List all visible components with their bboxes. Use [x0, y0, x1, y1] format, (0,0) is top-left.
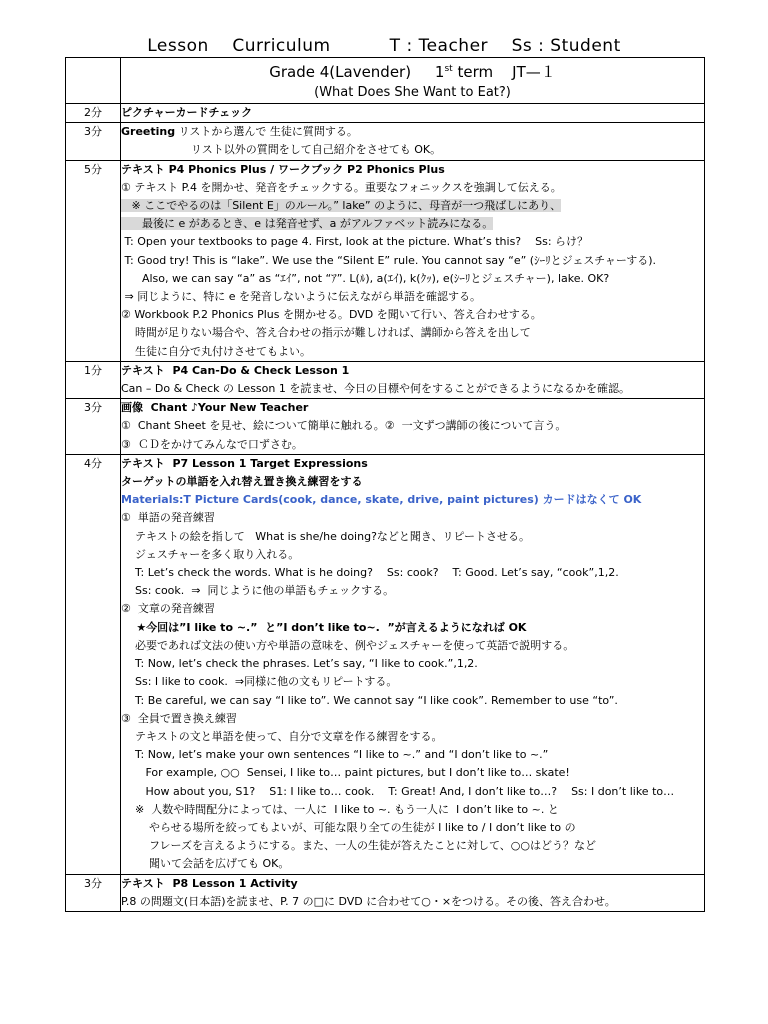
content-line — [121, 380, 704, 398]
line-text: ※ ここでやるのは「Silent E」のルール。” lake” のように、母音が一つ飛ばしにあり、 — [121, 199, 562, 213]
content-line — [121, 324, 704, 342]
content-line — [121, 161, 704, 179]
content-line — [121, 746, 704, 764]
line-text: ★今回は”I like to ~.” と”I don’t like to~. ”が言えるようになれば OK — [121, 620, 527, 634]
line-text: How about you, S1? S1: I like to… cook. T: Great! And, I don’t like to…? Ss: I don’t like to… — [121, 784, 675, 798]
content-line — [121, 288, 704, 306]
header-time-cell — [66, 58, 121, 104]
content-line — [121, 141, 704, 159]
content-line — [121, 893, 704, 911]
time-cell: 1分 — [66, 361, 121, 398]
content-cell — [121, 123, 705, 160]
line-text: ① Chant Sheet を見せ、絵について簡単に触れる。② 一文ずつ講師の後について言う。 — [121, 419, 567, 433]
content-cell — [121, 361, 705, 398]
line-text: ① テキスト P.4 を開かせ、発音をチェックする。重要なフォニックスを強調して伝える。 — [121, 180, 562, 194]
line-text: For example, ○○ Sensei, I like to… paint pictures, but I don’t like to… skate! — [121, 766, 570, 780]
content-line — [121, 582, 704, 600]
content-line — [121, 509, 704, 527]
curriculum-table — [65, 57, 705, 912]
line-text: Greeting — [121, 125, 176, 139]
line-text: ③ ＣＤをかけてみんなで口ずさむ。 — [121, 437, 303, 451]
line-text: Ss: cook. ⇒ 同じように他の単語もチェックする。 — [121, 584, 395, 598]
line-text: テキスト P7 Lesson 1 Target Expressions — [121, 456, 368, 470]
line-text: Can – Do & Check の Lesson 1 を読ませ、今日の目標や何をすることができるようになるかを確認。 — [121, 382, 631, 396]
content-line — [121, 436, 704, 454]
content-line — [121, 343, 704, 361]
content-line — [121, 473, 704, 491]
content-line — [121, 197, 704, 215]
table-row — [66, 361, 705, 398]
content-cell — [121, 104, 705, 123]
line-text: テキストの文と単語を使って、自分で文章を作る練習をする。 — [121, 729, 443, 743]
line-text: やらせる場所を絞ってもよいが、可能な限り全ての生徒が I like to / I don’t like to の — [121, 820, 576, 834]
content-cell — [121, 874, 705, 911]
content-line — [121, 819, 704, 837]
content-line — [121, 801, 704, 819]
content-line — [121, 123, 704, 141]
line-text: 画像 Chant ♪Your New Teacher — [121, 401, 309, 415]
grade-prefix: Grade 4(Lavender) 1 — [269, 63, 445, 81]
content-line — [121, 728, 704, 746]
line-text: ターゲットの単語を入れ替え置き換え練習をする — [121, 475, 363, 489]
line-text: T: Open your textbooks to page 4. First, look at the picture. What’s this? Ss: らけ？ — [121, 235, 589, 249]
line-text: フレーズを言えるようにする。また、一人の生徒が答えたことに対して、○○はどう？など — [121, 839, 596, 853]
content-line — [121, 306, 704, 324]
line-text: テキスト P4 Can-Do & Check Lesson 1 — [121, 363, 350, 377]
line-text: T: Now, let’s make your own sentences “I like to ~.” and “I don’t like to ~.” — [121, 748, 549, 762]
page-title: Lesson Curriculum T : Teacher Ss : Student — [147, 36, 621, 56]
line-text: ② Workbook P.2 Phonics Plus を開かせる。DVD を聞いて行い、答え合わせする。 — [121, 308, 542, 322]
content-line — [121, 362, 704, 380]
content-line — [121, 546, 704, 564]
time-cell: 5分 — [66, 160, 121, 361]
line-text: Also, we can say “a” as “ｴｲ”, not “ｱ”. L(ﾙ), a(ｴｲ), k(ｸｯ), e(ｼｰﾘとジェスチャー), lake. OK? — [121, 271, 610, 285]
content-line — [121, 215, 704, 233]
time-cell: 3分 — [66, 399, 121, 455]
line-text-rest: リストから選んで 生徒に質問する。 — [175, 125, 358, 139]
grade-suffix: term JT—１ — [452, 63, 556, 81]
line-text: 最後に e があるとき、e は発音せず、a がアルファベット読みになる。 — [121, 217, 494, 231]
content-line — [121, 655, 704, 673]
line-text: ② 文章の発音練習 — [121, 602, 215, 616]
header-content-cell — [121, 58, 705, 104]
content-line — [121, 783, 704, 801]
content-line — [121, 491, 704, 509]
table-header-row — [66, 58, 705, 104]
line-text: ※ 人数や時間配分によっては、一人に I like to ~. もう一人に I don’t like to ~. と — [121, 802, 559, 816]
line-text: テキストの絵を指して What is she/he doing?などと聞き、リピートさせる。 — [121, 529, 531, 543]
content-line — [121, 564, 704, 582]
lesson-subtitle: (What Does She Want to Eat?) — [314, 85, 511, 100]
table-row — [66, 399, 705, 455]
line-text: T: Be careful, we can say “I like to”. We cannot say “I like cook”. Remember to use “to”. — [121, 693, 618, 707]
content-line — [121, 399, 704, 417]
grade-superscript: st — [444, 64, 453, 74]
line-text: 必要であれば文法の使い方や単語の意味を、例やジェスチャーを使って英語で説明する。 — [121, 638, 575, 652]
time-cell: 3分 — [66, 874, 121, 911]
content-line — [121, 455, 704, 473]
content-line — [121, 637, 704, 655]
content-line — [121, 875, 704, 893]
line-text: ジェスチャーを多く取り入れる。 — [121, 547, 300, 561]
table-row — [66, 123, 705, 160]
content-line — [121, 233, 704, 251]
line-text: P.8 の問題文(日本語)を読ませ、P. 7 の□に DVD に合わせて○・×をつける。その後、答え合わせ。 — [121, 894, 616, 908]
content-line — [121, 710, 704, 728]
content-line — [121, 252, 704, 270]
table-row — [66, 454, 705, 874]
table-row — [66, 160, 705, 361]
content-cell — [121, 160, 705, 361]
content-line — [121, 104, 704, 122]
content-line — [121, 619, 704, 637]
content-line — [121, 528, 704, 546]
content-line — [121, 837, 704, 855]
curriculum-table-body — [66, 58, 705, 912]
line-text: ⇒ 同じように、特に e を発音しないように伝えながら単語を確認する。 — [121, 290, 481, 304]
line-text: 生徒に自分で丸付けさせてもよい。 — [121, 344, 311, 358]
content-line — [121, 179, 704, 197]
content-line — [121, 417, 704, 435]
line-text: テキスト P4 Phonics Plus / ワークブック P2 Phonics Plus — [121, 162, 445, 176]
content-cell — [121, 399, 705, 455]
line-text: ピクチャーカードチェック — [121, 106, 253, 119]
grade-title — [121, 58, 704, 83]
content-line — [121, 764, 704, 782]
line-text: T: Good try! This is “lake”. We use the “Silent E” rule. You cannot say “e” (ｼｰﾘとジェスチャーする). — [121, 253, 657, 267]
time-cell: 2分 — [66, 104, 121, 123]
content-line — [121, 270, 704, 288]
time-cell: 3分 — [66, 123, 121, 160]
content-line — [121, 692, 704, 710]
content-cell — [121, 454, 705, 874]
table-row — [66, 874, 705, 911]
line-text: Materials:T Picture Cards(cook, dance, skate, drive, paint pictures) カードはなくて OK — [121, 493, 642, 507]
content-line — [121, 855, 704, 873]
line-text: 聞いて会話を広げても OK。 — [121, 857, 290, 871]
line-text: テキスト P8 Lesson 1 Activity — [121, 876, 298, 890]
line-text: T: Let’s check the words. What is he doing? Ss: cook? T: Good. Let’s say, “cook”,1,2. — [121, 566, 619, 580]
line-text: ① 単語の発音練習 — [121, 511, 215, 525]
line-text: ③ 全員で置き換え練習 — [121, 711, 237, 725]
table-row — [66, 104, 705, 123]
time-cell: 4分 — [66, 454, 121, 874]
line-text: リスト以外の質問をして自己紹介をさせても OK。 — [121, 143, 442, 157]
content-line — [121, 600, 704, 618]
line-text: 時間が足りない場合や、答え合わせの指示が難しければ、講師から答えを出して — [121, 326, 531, 340]
line-text: Ss: I like to cook. ⇒同様に他の文もリピートする。 — [121, 675, 398, 689]
content-line — [121, 673, 704, 691]
line-text: T: Now, let’s check the phrases. Let’s say, “I like to cook.”,1,2. — [121, 657, 478, 671]
